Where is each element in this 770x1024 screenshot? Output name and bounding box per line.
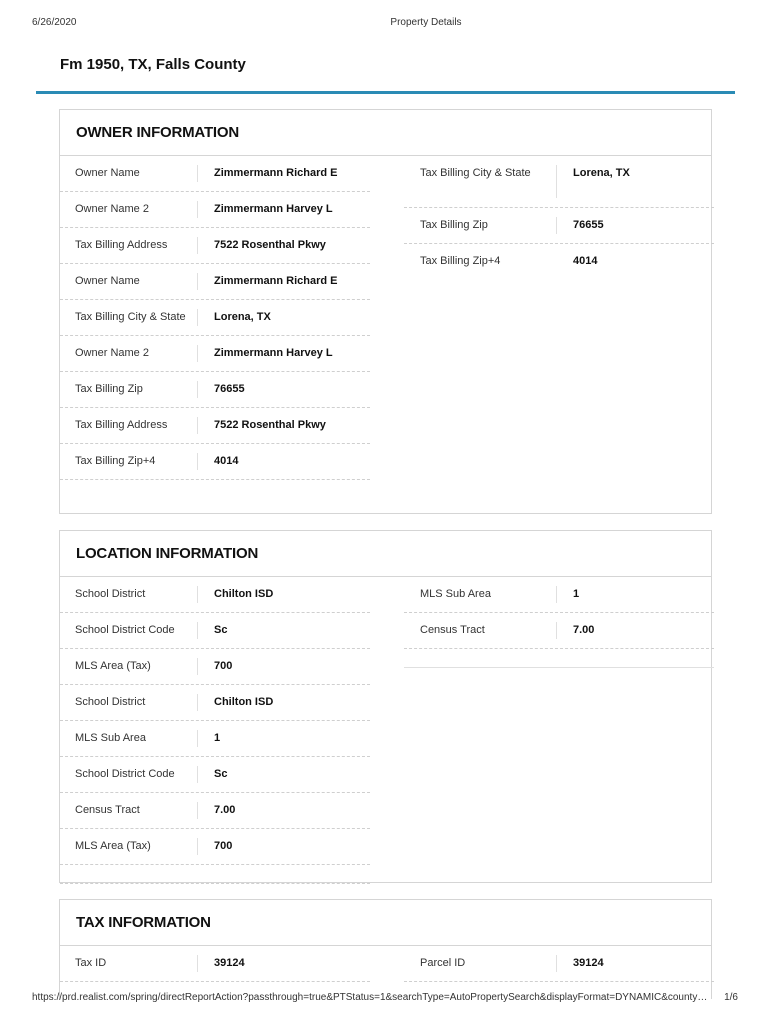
- field-value: Zimmermann Richard E: [214, 167, 338, 179]
- field-value: 39124: [573, 957, 604, 969]
- table-row: [60, 336, 370, 372]
- table-row: [60, 613, 370, 649]
- field-value: Lorena, TX: [573, 167, 630, 179]
- table-row: [60, 156, 370, 192]
- field-value: Chilton ISD: [214, 588, 274, 600]
- field-value: 7522 Rosenthal Pkwy: [214, 239, 326, 251]
- field-label: Tax Billing Address: [60, 237, 198, 254]
- field-label: School District: [60, 586, 198, 603]
- table-row: [404, 946, 714, 982]
- field-label: Census Tract: [404, 622, 557, 639]
- table-row: [60, 793, 370, 829]
- owner-information-card: [59, 109, 712, 514]
- owner-right-column: [404, 156, 714, 279]
- field-label: Tax Billing Zip: [404, 217, 557, 234]
- field-label: Tax ID: [60, 955, 198, 972]
- table-row: [60, 444, 370, 480]
- table-row: [404, 208, 714, 244]
- table-row: [404, 613, 714, 649]
- field-label: Census Tract: [60, 802, 198, 819]
- tax-information-card: [59, 899, 712, 999]
- field-label: Tax Billing Address: [60, 417, 198, 434]
- field-label: Parcel ID: [404, 955, 557, 972]
- location-information-heading: LOCATION INFORMATION: [60, 531, 711, 577]
- table-row: [60, 408, 370, 444]
- field-value: 39124: [214, 957, 245, 969]
- table-row: [60, 300, 370, 336]
- table-row: [60, 264, 370, 300]
- field-label: Owner Name: [60, 165, 198, 182]
- page-title: Fm 1950, TX, Falls County: [60, 56, 246, 73]
- field-value: Lorena, TX: [214, 311, 271, 323]
- field-label: Tax Billing Zip+4: [60, 453, 198, 470]
- field-label: MLS Sub Area: [404, 586, 557, 603]
- table-row: [60, 577, 370, 613]
- field-value: 700: [214, 840, 233, 852]
- tax-information-heading: TAX INFORMATION: [60, 900, 711, 946]
- print-header: [0, 17, 770, 33]
- field-value: Sc: [214, 624, 228, 636]
- field-value: 1: [573, 588, 580, 600]
- table-row: [60, 757, 370, 793]
- field-value: Zimmermann Harvey L: [214, 203, 333, 215]
- field-label: MLS Area (Tax): [60, 658, 198, 675]
- field-value: 76655: [573, 219, 604, 231]
- field-value: 7522 Rosenthal Pkwy: [214, 419, 326, 431]
- table-row: [60, 228, 370, 264]
- footer-url: https://prd.realist.com/spring/directReportAction?passthrough=true&PTStatus=1&searchType=AutoPropertySearch&displayFormat=DYNAMIC&county…: [32, 992, 708, 1003]
- empty-row: [404, 649, 714, 668]
- table-row: [404, 244, 714, 279]
- owner-information-heading: OWNER INFORMATION: [60, 110, 711, 156]
- print-footer: [32, 992, 738, 1006]
- field-value: Zimmermann Harvey L: [214, 347, 333, 359]
- table-row: [404, 577, 714, 613]
- table-row: [404, 156, 714, 208]
- field-value: 7.00: [214, 804, 236, 816]
- tax-right-column: [404, 946, 714, 982]
- field-label: Owner Name: [60, 273, 198, 290]
- field-value: Zimmermann Richard E: [214, 275, 338, 287]
- field-label: Tax Billing Zip+4: [420, 255, 501, 267]
- field-value: Sc: [214, 768, 228, 780]
- footer-page-number: 1/6: [724, 992, 738, 1003]
- field-label: School District: [60, 694, 198, 711]
- field-label: Tax Billing City & State: [404, 165, 557, 198]
- field-label: MLS Area (Tax): [60, 838, 198, 855]
- table-row: [60, 649, 370, 685]
- field-label: Owner Name 2: [60, 201, 198, 218]
- field-value: 76655: [214, 383, 245, 395]
- location-right-column: [404, 577, 714, 668]
- field-label: MLS Sub Area: [60, 730, 198, 747]
- print-title: Property Details: [390, 17, 462, 28]
- field-value: 7.00: [573, 624, 595, 636]
- print-date: 6/26/2020: [32, 17, 77, 28]
- field-value: Chilton ISD: [214, 696, 274, 708]
- field-label: School District Code: [60, 622, 198, 639]
- table-row: [60, 372, 370, 408]
- field-label: School District Code: [60, 766, 198, 783]
- table-row: [60, 721, 370, 757]
- location-information-card: [59, 530, 712, 883]
- table-row: [60, 685, 370, 721]
- location-left-column: [60, 577, 370, 884]
- owner-left-column: [60, 156, 370, 480]
- field-label: Tax Billing Zip: [60, 381, 198, 398]
- table-row: [60, 829, 370, 865]
- field-value: 1: [214, 732, 221, 744]
- table-row: [60, 946, 370, 982]
- tax-left-column: [60, 946, 370, 982]
- table-row: [60, 192, 370, 228]
- field-label: Owner Name 2: [60, 345, 198, 362]
- field-value: 700: [214, 660, 233, 672]
- empty-row: [60, 865, 370, 884]
- title-divider: [36, 91, 735, 94]
- field-label: Tax Billing City & State: [60, 309, 198, 326]
- field-value: 4014: [573, 255, 598, 267]
- field-value: 4014: [214, 455, 239, 467]
